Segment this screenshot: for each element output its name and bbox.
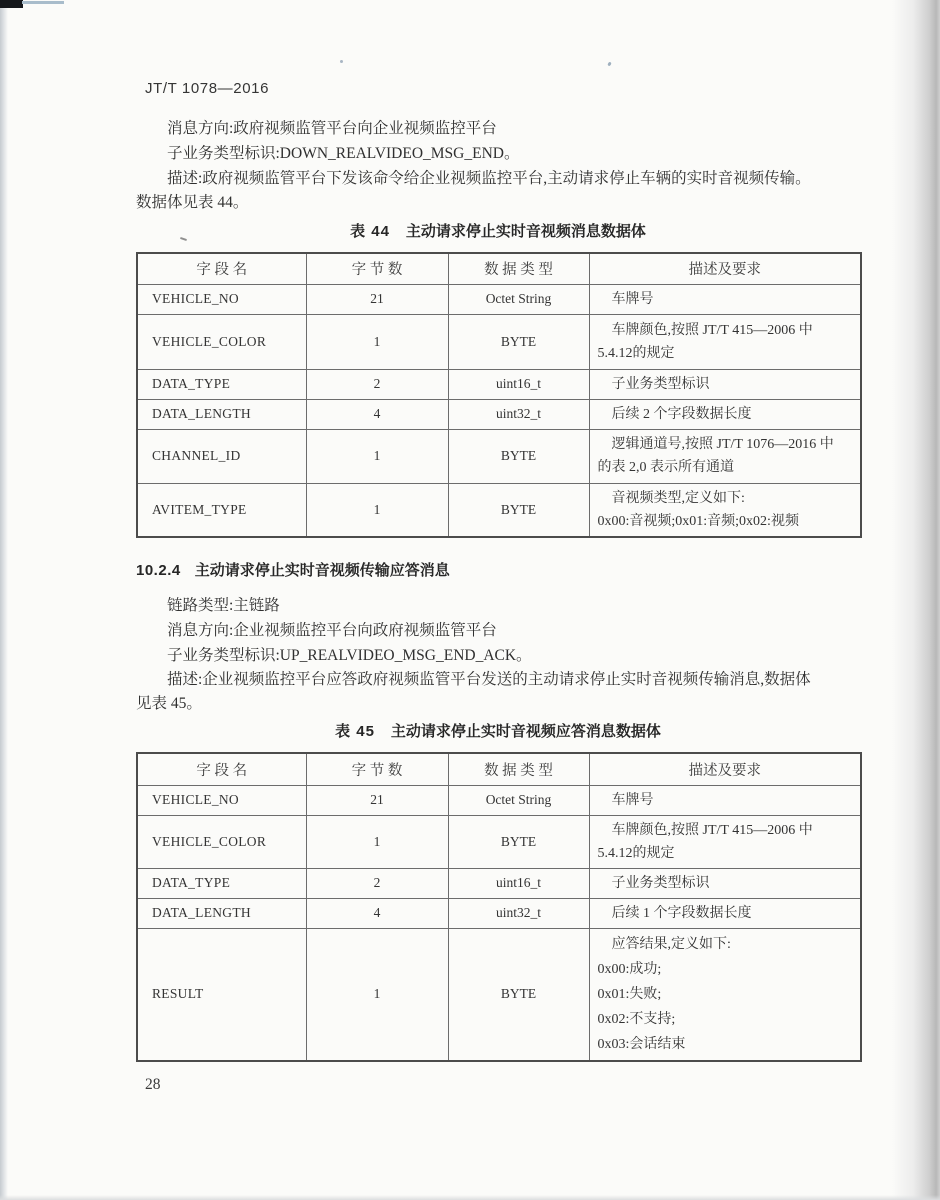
table-row [137, 284, 861, 314]
cell-desc [589, 483, 861, 537]
table-row [137, 429, 861, 483]
scan-corner-line-artifact [22, 1, 64, 4]
desc-line: 子业务类型标识 [611, 376, 710, 392]
cell-type: uint16_t [448, 868, 589, 898]
table-row [137, 815, 861, 868]
cell-bytes: 1 [306, 429, 448, 483]
cell-field: AVITEM_TYPE [137, 483, 306, 537]
cell-desc [589, 284, 861, 314]
cell-type: BYTE [448, 314, 589, 369]
cell-type: BYTE [448, 429, 589, 483]
column-header-field: 字 段 名 [137, 753, 306, 785]
desc-line: 车牌颜色,按照 JT/T 415—2006 中 [611, 322, 813, 338]
cell-bytes: 2 [306, 369, 448, 399]
page-number: 28 [145, 1076, 161, 1093]
paragraph-message-direction: 消息方向:企业视频监控平台向政府视频监管平台 [167, 622, 497, 639]
column-header-type: 数 据 类 型 [448, 753, 589, 785]
cell-type: uint32_t [448, 399, 589, 429]
cell-field: DATA_TYPE [137, 369, 306, 399]
cell-bytes: 4 [306, 399, 448, 429]
cell-desc [589, 898, 861, 928]
desc-line: 5.4.12的规定 [597, 845, 675, 861]
column-header-bytes: 字 节 数 [306, 253, 448, 284]
section-heading [136, 559, 866, 580]
cell-field: DATA_LENGTH [137, 399, 306, 429]
desc-line: 0x01:失败; [597, 986, 662, 1002]
cell-bytes: 1 [306, 928, 448, 1061]
table45-caption [136, 720, 860, 741]
scan-edge-left [0, 0, 8, 1200]
table-row [137, 928, 861, 1061]
column-header-desc: 描述及要求 [589, 253, 861, 284]
cell-type: Octet String [448, 785, 589, 815]
desc-line: 0x00:成功; [597, 961, 662, 977]
scan-corner-artifact [0, 0, 23, 8]
table-row [137, 898, 861, 928]
table-row [137, 868, 861, 898]
cell-desc [589, 369, 861, 399]
cell-field: CHANNEL_ID [137, 429, 306, 483]
cell-field: VEHICLE_NO [137, 785, 306, 815]
cell-bytes: 4 [306, 898, 448, 928]
paragraph-description-line1: 描述:企业视频监控平台应答政府视频监管平台发送的主动请求停止实时音视频传输消息,数据体 [167, 671, 811, 688]
table44-caption [136, 220, 860, 241]
desc-line: 逻辑通道号,按照 JT/T 1076—2016 中 [611, 437, 834, 452]
table44-caption-title: 主动请求停止实时音视频消息数据体 [405, 223, 646, 240]
paragraph-link-type: 链路类型:主链路 [167, 597, 280, 614]
cell-field: VEHICLE_NO [137, 284, 306, 314]
paragraph-description-line1: 描述:政府视频监管平台下发该命令给企业视频监控平台,主动请求停止车辆的实时音视频传输。 [167, 170, 811, 187]
cell-field: RESULT [137, 928, 306, 1061]
cell-bytes: 1 [306, 815, 448, 868]
cell-field: VEHICLE_COLOR [137, 815, 306, 868]
column-header-type: 数 据 类 型 [448, 253, 589, 284]
cell-desc [589, 399, 861, 429]
scan-edge-right [892, 0, 940, 1200]
cell-type: BYTE [448, 928, 589, 1061]
paragraph-subtype-id: 子业务类型标识:DOWN_REALVIDEO_MSG_END。 [167, 145, 520, 162]
desc-line: 车牌号 [611, 291, 654, 307]
table-row [137, 314, 861, 369]
cell-type: Octet String [448, 284, 589, 314]
desc-line: 子业务类型标识 [611, 875, 710, 891]
table44 [136, 252, 862, 538]
desc-line: 车牌号 [611, 792, 654, 808]
cell-desc [589, 314, 861, 369]
paragraph-subtype-id: 子业务类型标识:UP_REALVIDEO_MSG_END_ACK。 [167, 647, 532, 664]
table-row [137, 785, 861, 815]
cell-desc [589, 868, 861, 898]
cell-type: BYTE [448, 483, 589, 537]
table45-caption-label: 表 45 [335, 723, 375, 740]
table-row [137, 369, 861, 399]
cell-type: uint16_t [448, 369, 589, 399]
desc-line: 应答结果,定义如下: [611, 936, 731, 952]
table-row [137, 399, 861, 429]
desc-line: 0x02:不支持; [597, 1011, 676, 1027]
cell-type: BYTE [448, 815, 589, 868]
desc-line: 0x00:音视频;0x01:音频;0x02:视频 [597, 513, 799, 529]
column-header-bytes: 字 节 数 [306, 753, 448, 785]
table44-caption-label: 表 44 [350, 223, 390, 240]
desc-line: 0x03:会话结束 [597, 1036, 686, 1052]
cell-desc [589, 785, 861, 815]
cell-bytes: 21 [306, 284, 448, 314]
cell-bytes: 1 [306, 483, 448, 537]
paragraph-message-direction: 消息方向:政府视频监管平台向企业视频监控平台 [167, 120, 497, 137]
table45-caption-title: 主动请求停止实时音视频应答消息数据体 [390, 723, 661, 740]
paragraph-description-line2: 见表 45。 [136, 695, 202, 712]
cell-type: uint32_t [448, 898, 589, 928]
desc-line: 5.4.12的规定 [597, 345, 675, 361]
cell-field: VEHICLE_COLOR [137, 314, 306, 369]
scan-speck [340, 60, 343, 63]
table-row [137, 483, 861, 537]
cell-bytes: 1 [306, 314, 448, 369]
desc-line: 后续 2 个字段数据长度 [611, 406, 752, 422]
document-number-header: JT/T 1078—2016 [145, 80, 270, 97]
section-number: 10.2.4 [136, 562, 181, 579]
scan-speck [607, 62, 612, 67]
desc-line: 车牌颜色,按照 JT/T 415—2006 中 [611, 822, 813, 838]
scan-edge-bottom [0, 1195, 940, 1200]
column-header-desc: 描述及要求 [589, 753, 861, 785]
desc-line: 的表 2,0 表示所有通道 [597, 460, 734, 475]
cell-desc [589, 815, 861, 868]
cell-bytes: 21 [306, 785, 448, 815]
table44-header-row [137, 253, 861, 284]
table45-header-row [137, 753, 861, 785]
cell-field: DATA_TYPE [137, 868, 306, 898]
cell-field: DATA_LENGTH [137, 898, 306, 928]
section-title: 主动请求停止实时音视频传输应答消息 [194, 562, 450, 579]
cell-bytes: 2 [306, 868, 448, 898]
paragraph-description-line2: 数据体见表 44。 [136, 194, 249, 211]
cell-desc [589, 429, 861, 483]
desc-line: 后续 1 个字段数据长度 [611, 905, 752, 921]
table45 [136, 752, 862, 1062]
column-header-field: 字 段 名 [137, 253, 306, 284]
desc-line: 音视频类型,定义如下: [611, 490, 745, 506]
cell-desc [589, 928, 861, 1061]
